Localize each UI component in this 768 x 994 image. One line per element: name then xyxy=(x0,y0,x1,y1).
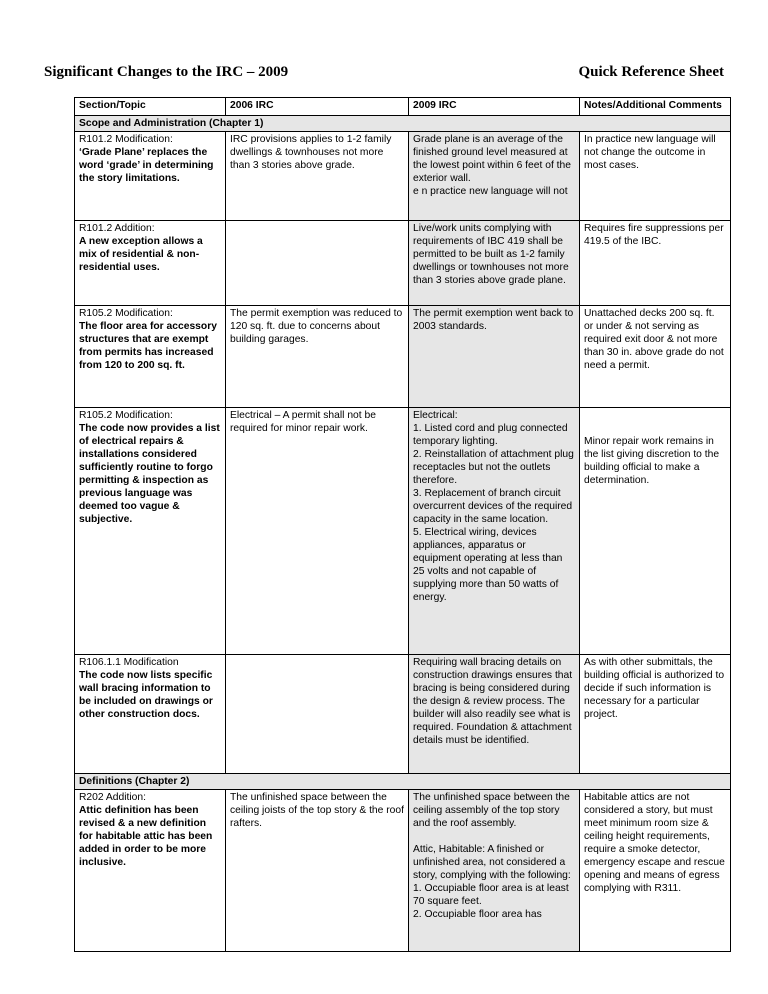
topic-cell xyxy=(75,655,226,774)
column-header-2006: 2006 IRC xyxy=(226,98,409,116)
column-header-2009: 2009 IRC xyxy=(409,98,580,116)
section-row-definitions xyxy=(75,774,731,790)
topic-label: R202 Addition: xyxy=(79,792,146,803)
irc-2006-cell: IRC provisions applies to 1-2 family dwellings & townhouses not more than 3 stories above grade. xyxy=(226,132,409,221)
irc-2006-cell xyxy=(226,655,409,774)
table-row xyxy=(75,132,731,221)
notes-cell: In practice new language will not change the outcome in most cases. xyxy=(580,132,731,221)
topic-summary: Attic definition has been revised & a new definition for habitable attic has been added in order to be more inclusive. xyxy=(79,805,213,868)
topic-summary: A new exception allows a mix of residential & non-residential uses. xyxy=(79,236,203,273)
table-row xyxy=(75,655,731,774)
notes-cell: Habitable attics are not considered a story, but must meet minimum room size & ceiling height requirements, require a smoke detector, emergency escape and rescue opening and means of egress complying with R311. xyxy=(580,790,731,952)
irc-2009-cell: The unfinished space between the ceiling assembly of the top story and the roof assembly. Attic, Habitable: A finished or unfinished area, not considered a story, complying with the following: 1. Occupiable floor area is at least 70 square feet. 2. Occupiable floor area has xyxy=(409,790,580,952)
topic-summary: The code now lists specific wall bracing information to be included on drawings or other construction docs. xyxy=(79,670,213,720)
notes-cell: Requires fire suppressions per 419.5 of the IBC. xyxy=(580,221,731,306)
header-row xyxy=(75,98,731,116)
topic-label: R101.2 Addition: xyxy=(79,223,155,234)
topic-cell xyxy=(75,790,226,952)
reference-table xyxy=(74,97,731,952)
notes-cell: As with other submittals, the building official is authorized to decide if such information is necessary for a particular project. xyxy=(580,655,731,774)
topic-summary: The code now provides a list of electrical repairs & installations considered sufficiently routine to forgo permitting & inspection as previous language was deemed too vague & subjective. xyxy=(79,423,220,525)
topic-cell xyxy=(75,132,226,221)
table-row xyxy=(75,790,731,952)
table-row xyxy=(75,221,731,306)
topic-label: R105.2 Modification: xyxy=(79,410,173,421)
topic-label: R105.2 Modification: xyxy=(79,308,173,319)
topic-cell xyxy=(75,408,226,655)
topic-label: R101.2 Modification: xyxy=(79,134,173,145)
table-row xyxy=(75,306,731,408)
irc-2009-cell: Requiring wall bracing details on construction drawings ensures that bracing is being considered during the design & review process. The builder will also readily see what is required. Foundation & attachment details must be identified. xyxy=(409,655,580,774)
table-row xyxy=(75,408,731,655)
column-header-notes: Notes/Additional Comments xyxy=(580,98,731,116)
irc-2009-cell: The permit exemption went back to 2003 standards. xyxy=(409,306,580,408)
irc-2006-cell: The permit exemption was reduced to 120 sq. ft. due to concerns about building garages. xyxy=(226,306,409,408)
topic-cell xyxy=(75,221,226,306)
irc-2006-cell xyxy=(226,221,409,306)
notes-cell: Minor repair work remains in the list giving discretion to the building official to make a determination. xyxy=(580,408,731,655)
topic-label: R106.1.1 Modification xyxy=(79,657,179,668)
topic-summary: ‘Grade Plane’ replaces the word ‘grade’ in determining the story limitations. xyxy=(79,147,214,184)
document-title: Significant Changes to the IRC – 2009 xyxy=(44,64,289,80)
topic-cell xyxy=(75,306,226,408)
irc-2009-cell: Grade plane is an average of the finished ground level measured at the lowest point within 6 feet of the exterior wall. e n practice new language will not xyxy=(409,132,580,221)
document-subtitle: Quick Reference Sheet xyxy=(578,64,724,80)
topic-summary: The floor area for accessory structures that are exempt from permits has increased from 120 to 200 sq. ft. xyxy=(79,321,217,371)
section-heading: Scope and Administration (Chapter 1) xyxy=(75,116,731,132)
column-header-section: Section/Topic xyxy=(75,98,226,116)
irc-2006-cell: The unfinished space between the ceiling joists of the top story & the roof rafters. xyxy=(226,790,409,952)
notes-cell: Unattached decks 200 sq. ft. or under & not serving as required exit door & not more than 30 in. above grade do not need a permit. xyxy=(580,306,731,408)
section-heading: Definitions (Chapter 2) xyxy=(75,774,731,790)
irc-2009-cell: Electrical: 1. Listed cord and plug connected temporary lighting. 2. Reinstallation of attachment plug receptacles but not the outlets therefore. 3. Replacement of branch circuit overcurrent devices of the required capacity in the same location. 5. Electrical wiring, devices appliances, apparatus or equipment operating at less than 25 volts and not capable of supplying more than 50 watts of energy. xyxy=(409,408,580,655)
section-row-admin xyxy=(75,116,731,132)
irc-2006-cell: Electrical – A permit shall not be required for minor repair work. xyxy=(226,408,409,655)
irc-2009-cell: Live/work units complying with requirements of IBC 419 shall be permitted to be built as 1-2 family dwellings or townhouses not more than 3 stories above grade plane. xyxy=(409,221,580,306)
